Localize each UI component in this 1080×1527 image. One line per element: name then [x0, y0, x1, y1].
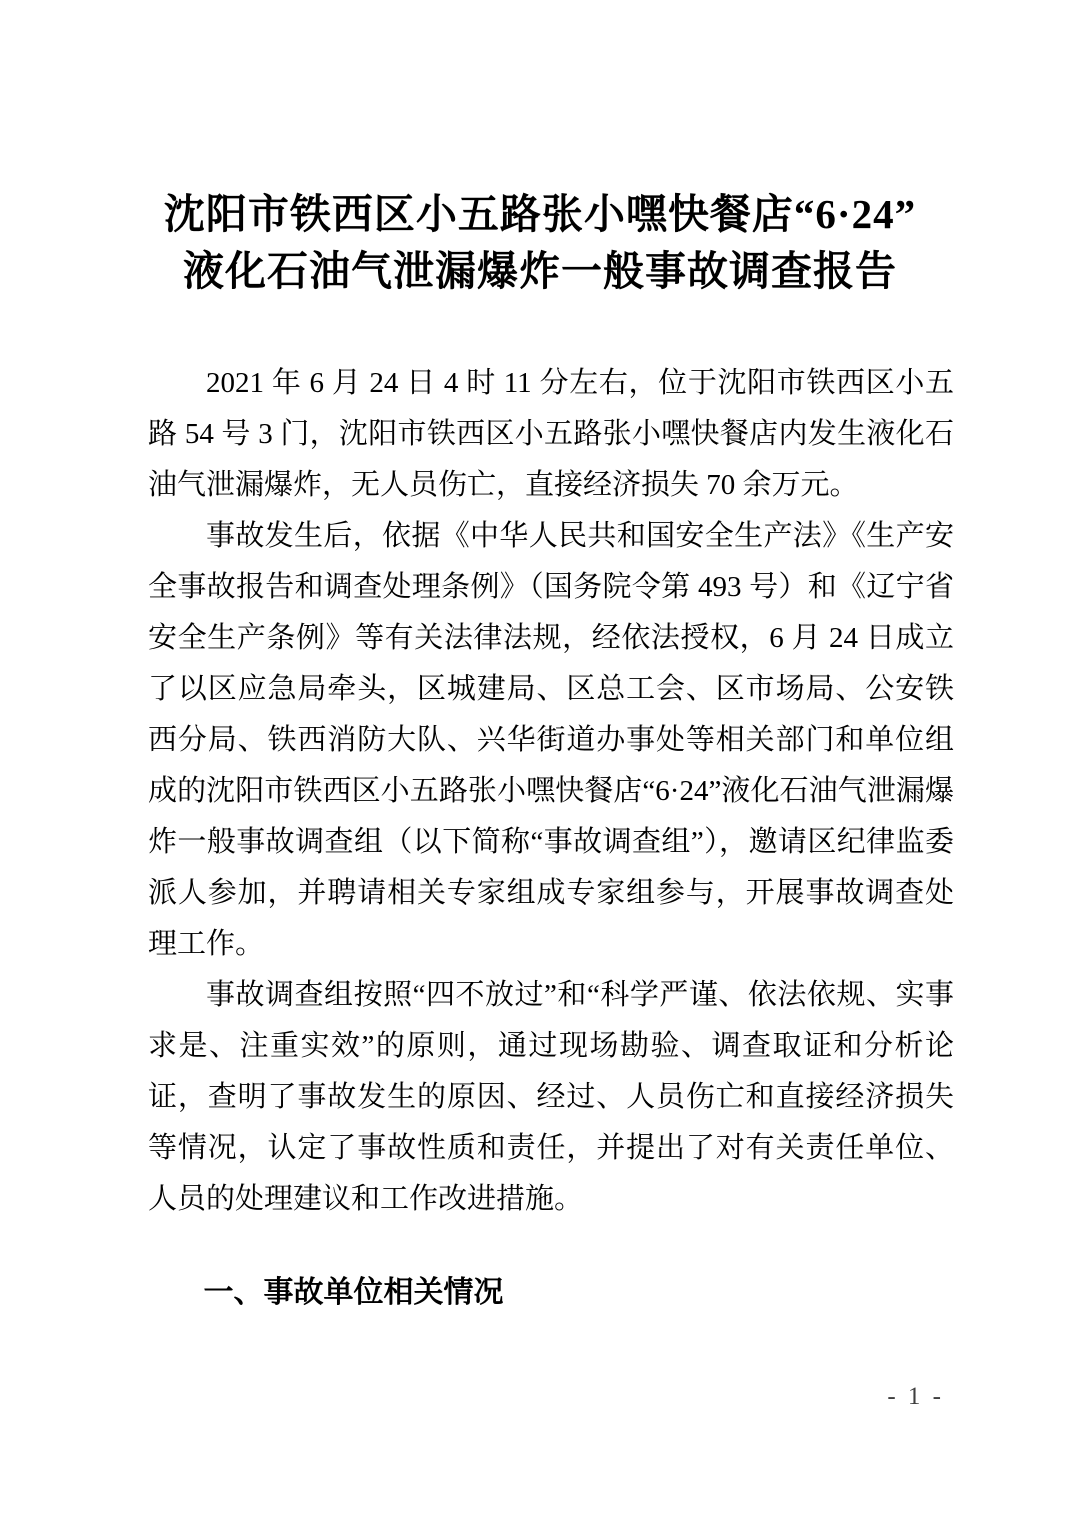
title-line-1: 沈阳市铁西区小五路张小嘿快餐店“6·24”: [163, 191, 917, 237]
section-heading: 一、事故单位相关情况: [203, 1276, 504, 1309]
paragraph-incident-summary: 2021 年 6 月 24 日 4 时 11 分左右，位于沈阳市铁西区小五路 54 号 3 门，沈阳市铁西区小五路张小嘿快餐店内发生液化石油气泄漏爆炸，无人员伤亡，直接经济损失 70 余万元。: [148, 367, 954, 501]
page-number: - 1 -: [887, 1383, 944, 1410]
paragraph-investigation-principles: 事故调查组按照“四不放过”和“科学严谨、依法依规、实事求是、注重实效”的原则，通过现场勘验、调查取证和分析论证，查明了事故发生的原因、经过、人员伤亡和直接经济损失等情况，认定了事故性质和责任，并提出了对有关责任单位、人员的处理建议和工作改进措施。: [148, 979, 954, 1215]
document-body: [148, 358, 954, 1318]
paragraph-investigation-team: 事故发生后，依据《中华人民共和国安全生产法》《生产安全事故报告和调查处理条例》（国务院令第 493 号）和《辽宁省安全生产条例》等有关法律法规，经依法授权，6 月 24 日成立了以区应急局牵头，区城建局、区总工会、区市场局、公安铁西分局、铁西消防大队、兴华街道办事处等相关部门和单位组成的沈阳市铁西区小五路张小嘿快餐店“6·24”液化石油气泄漏爆炸一般事故调查组（以下简称“事故调查组”），邀请区纪律监委派人参加，并聘请相关专家组成专家组参与，开展事故调查处理工作。: [148, 520, 954, 960]
document-title: [0, 186, 1080, 300]
title-line-2: 液化石油气泄漏爆炸一般事故调查报告: [183, 248, 897, 294]
